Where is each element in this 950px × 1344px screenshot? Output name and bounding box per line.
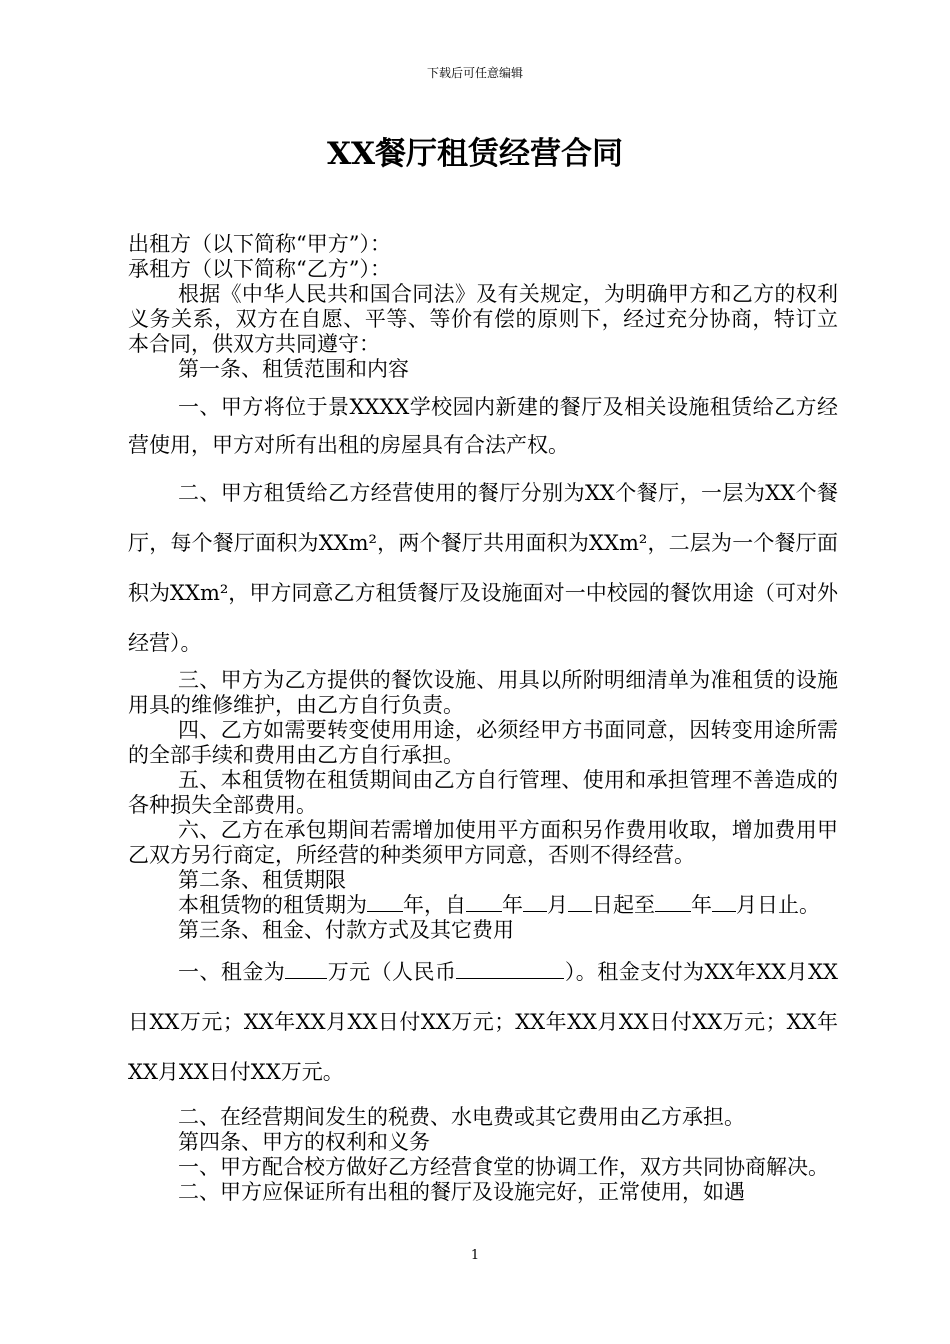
start-year-blank <box>466 893 502 912</box>
article-1-clause-6: 六、乙方在承包期间若需增加使用平方面积另作费用收取，增加费用甲乙双方另行商定，所经营的种类须甲方同意，否则不得经营。 <box>128 818 838 867</box>
term-text-b: 年，自 <box>403 893 466 917</box>
start-month-blank <box>523 893 547 912</box>
lessor-line: 出租方（以下简称“甲方”）： <box>128 232 391 256</box>
term-years-blank <box>367 893 403 912</box>
preamble-paragraph: 根据《中华人民共和国合同法》及有关规定，为明确甲方和乙方的权利义务关系，双方在自愿、平等、等价有偿的原则下，经过充分协商，特订立本合同，供双方共同遵守： <box>128 282 838 356</box>
article-1-heading: 第一条、租赁范围和内容 <box>178 357 409 381</box>
rent-text-a: 一、租金为 <box>178 960 286 984</box>
contract-body <box>128 232 838 1205</box>
term-text-d: 月 <box>547 893 568 917</box>
article-1-clause-3: 三、甲方为乙方提供的餐饮设施、用具以所附明细清单为准租赁的设施用具的维修维护，由乙方自行负责。 <box>128 668 838 717</box>
article-4-clause-2: 二、甲方应保证所有出租的餐厅及设施完好，正常使用，如遇 <box>178 1180 745 1204</box>
end-month-blank <box>712 893 736 912</box>
end-year-blank <box>655 893 691 912</box>
term-text-e: 日起至 <box>592 893 655 917</box>
article-3-clause-2: 二、在经营期间发生的税费、水电费或其它费用由乙方承担。 <box>178 1105 745 1129</box>
article-2-term-paragraph <box>128 893 838 918</box>
article-3-rent-paragraph <box>128 947 838 1097</box>
article-3-heading: 第三条、租金、付款方式及其它费用 <box>178 918 514 942</box>
article-4-clause-1: 一、甲方配合校方做好乙方经营食堂的协调工作，双方共同协商解决。 <box>178 1155 829 1179</box>
term-text-c: 年 <box>502 893 523 917</box>
lessee-line: 承租方（以下简称“乙方”）： <box>128 257 391 281</box>
rent-text-c: ）。租金支付为XX年XX月XX日XX万元；XX年XX月XX日付XX万元；XX年XX月XX日付XX万元；XX年XX月XX日付XX万元。 <box>128 960 839 1084</box>
page-header: 下载后可任意编辑 <box>426 66 523 80</box>
document-title: XX餐厅租赁经营合同 <box>326 136 624 172</box>
term-text-g: 月日止。 <box>736 893 820 917</box>
article-1-clause-2: 二、甲方租赁给乙方经营使用的餐厅分别为XX个餐厅，一层为XX个餐厅，每个餐厅面积为XXm²，两个餐厅共用面积为XXm²，二层为一个餐厅面积为XXm²，甲方同意乙方租赁餐厅及设施面对一中校园的餐饮用途（可对外经营）。 <box>128 481 838 655</box>
rent-amount-blank <box>285 960 327 979</box>
article-2-heading: 第二条、租赁期限 <box>178 868 346 892</box>
page-number: 1 <box>470 1248 480 1263</box>
rent-rmb-blank <box>456 960 564 979</box>
article-1-clause-4: 四、乙方如需要转变使用用途，必须经甲方书面同意，因转变用途所需的全部手续和费用由乙方自行承担。 <box>128 718 838 767</box>
start-day-blank <box>568 893 592 912</box>
term-text-f: 年 <box>691 893 712 917</box>
rent-text-b: 万元（人民币 <box>327 960 457 984</box>
article-1-clause-5: 五、本租赁物在租赁期间由乙方自行管理、使用和承担管理不善造成的各种损失全部费用。 <box>128 768 838 817</box>
term-text-a: 本租赁物的租赁期为 <box>178 893 367 917</box>
article-1-clause-1: 一、甲方将位于景XXXX学校园内新建的餐厅及相关设施租赁给乙方经营使用，甲方对所有出租的房屋具有合法产权。 <box>128 395 838 457</box>
article-4-heading: 第四条、甲方的权利和义务 <box>178 1130 430 1154</box>
